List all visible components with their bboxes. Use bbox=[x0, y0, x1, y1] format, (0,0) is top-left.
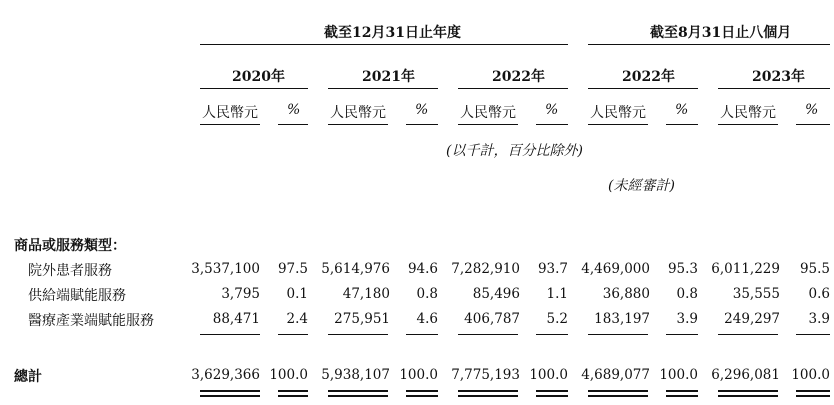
col-pct: % bbox=[287, 102, 301, 118]
row-label-total: 總計 bbox=[14, 369, 42, 385]
col-pct: % bbox=[675, 102, 689, 118]
total-double-line bbox=[200, 390, 260, 392]
table-cell: 3,795 bbox=[221, 286, 260, 302]
note-thousands: (以千計，百分比除外) bbox=[446, 143, 583, 159]
total-double-line bbox=[718, 390, 778, 392]
col-underline bbox=[796, 124, 830, 125]
total-double-line bbox=[458, 395, 518, 397]
total-double-line bbox=[718, 395, 778, 397]
total-double-line bbox=[406, 395, 438, 397]
table-cell: 5.2 bbox=[546, 311, 568, 327]
table-cell: 6,011,229 bbox=[711, 261, 780, 277]
total-cell: 4,689,077 bbox=[581, 367, 650, 383]
total-double-line bbox=[200, 395, 260, 397]
subtotal-line bbox=[406, 334, 438, 335]
total-double-line bbox=[328, 395, 388, 397]
year-underline bbox=[588, 88, 698, 89]
total-double-line bbox=[666, 395, 698, 397]
total-cell: 100.0 bbox=[529, 367, 568, 383]
total-cell: 3,629,366 bbox=[191, 367, 260, 383]
table-cell: 1.1 bbox=[546, 286, 568, 302]
subtotal-line bbox=[200, 334, 260, 335]
table-cell: 95.5 bbox=[799, 261, 830, 277]
subtotal-line bbox=[328, 334, 388, 335]
total-double-line bbox=[406, 390, 438, 392]
table-cell: 88,471 bbox=[212, 311, 260, 327]
col-pct: % bbox=[415, 102, 429, 118]
total-cell: 6,296,081 bbox=[711, 367, 780, 383]
year-header-2022-8m: 2022年 bbox=[622, 69, 675, 85]
total-double-line bbox=[536, 395, 568, 397]
subtotal-line bbox=[278, 334, 308, 335]
table-cell: 2.4 bbox=[286, 311, 308, 327]
table-cell: 0.1 bbox=[286, 286, 308, 302]
section-label: 商品或服務類型： bbox=[14, 238, 126, 254]
total-double-line bbox=[536, 390, 568, 392]
year-underline bbox=[200, 88, 308, 89]
total-double-line bbox=[588, 395, 648, 397]
subtotal-line bbox=[536, 334, 568, 335]
col-underline bbox=[536, 124, 568, 125]
year-underline bbox=[328, 88, 438, 89]
total-double-line bbox=[666, 390, 698, 392]
table-cell: 95.3 bbox=[667, 261, 698, 277]
year-header-2020: 2020年 bbox=[232, 69, 285, 85]
table-cell: 3.9 bbox=[808, 311, 830, 327]
col-underline bbox=[718, 124, 778, 125]
table-cell: 0.6 bbox=[808, 286, 830, 302]
total-cell: 100.0 bbox=[791, 367, 830, 383]
table-cell: 406,787 bbox=[464, 311, 520, 327]
col-pct: % bbox=[805, 102, 819, 118]
total-cell: 100.0 bbox=[659, 367, 698, 383]
table-cell: 0.8 bbox=[676, 286, 698, 302]
subtotal-line bbox=[718, 334, 778, 335]
year-underline bbox=[718, 88, 830, 89]
col-rmb: 人民幣元 bbox=[590, 105, 646, 121]
subtotal-line bbox=[666, 334, 698, 335]
table-cell: 7,282,910 bbox=[451, 261, 520, 277]
total-cell: 100.0 bbox=[399, 367, 438, 383]
row-label-industry: 醫療產業端賦能服務 bbox=[28, 313, 154, 329]
period-eight-months: 截至8月31日止八個月 bbox=[650, 25, 792, 41]
col-rmb: 人民幣元 bbox=[330, 105, 386, 121]
table-cell: 4.6 bbox=[416, 311, 438, 327]
subtotal-line bbox=[796, 334, 830, 335]
total-double-line bbox=[328, 390, 388, 392]
total-double-line bbox=[278, 395, 308, 397]
total-cell: 7,775,193 bbox=[451, 367, 520, 383]
period-year-ended: 截至12月31日止年度 bbox=[324, 25, 461, 41]
total-double-line bbox=[278, 390, 308, 392]
note-unaudited: (未經審計) bbox=[608, 178, 675, 194]
year-header-2022: 2022年 bbox=[492, 69, 545, 85]
col-underline bbox=[278, 124, 308, 125]
table-cell: 93.7 bbox=[537, 261, 568, 277]
col-underline bbox=[666, 124, 698, 125]
subtotal-line bbox=[458, 334, 518, 335]
table-cell: 183,197 bbox=[594, 311, 650, 327]
total-double-line bbox=[588, 390, 648, 392]
table-cell: 275,951 bbox=[334, 311, 390, 327]
table-cell: 3,537,100 bbox=[191, 261, 260, 277]
col-rmb: 人民幣元 bbox=[720, 105, 776, 121]
period-underline-months bbox=[588, 44, 830, 45]
table-cell: 47,180 bbox=[342, 286, 390, 302]
table-cell: 3.9 bbox=[676, 311, 698, 327]
table-cell: 0.8 bbox=[416, 286, 438, 302]
col-underline bbox=[458, 124, 518, 125]
table-cell: 97.5 bbox=[277, 261, 308, 277]
table-cell: 249,297 bbox=[724, 311, 780, 327]
col-rmb: 人民幣元 bbox=[202, 105, 258, 121]
table-cell: 5,614,976 bbox=[321, 261, 390, 277]
col-underline bbox=[406, 124, 438, 125]
col-pct: % bbox=[545, 102, 559, 118]
total-double-line bbox=[458, 390, 518, 392]
total-double-line bbox=[796, 390, 830, 392]
year-underline bbox=[458, 88, 568, 89]
row-label-supply: 供給端賦能服務 bbox=[28, 288, 126, 304]
table-cell: 85,496 bbox=[472, 286, 520, 302]
total-double-line bbox=[796, 395, 830, 397]
col-underline bbox=[200, 124, 260, 125]
table-cell: 35,555 bbox=[732, 286, 780, 302]
year-header-2021: 2021年 bbox=[362, 69, 415, 85]
year-header-2023-8m: 2023年 bbox=[752, 69, 805, 85]
total-cell: 5,938,107 bbox=[321, 367, 390, 383]
col-underline bbox=[328, 124, 388, 125]
col-underline bbox=[588, 124, 648, 125]
col-rmb: 人民幣元 bbox=[460, 105, 516, 121]
period-underline-year bbox=[200, 44, 568, 45]
table-cell: 94.6 bbox=[407, 261, 438, 277]
row-label-outpatient: 院外患者服務 bbox=[28, 263, 112, 279]
table-cell: 4,469,000 bbox=[581, 261, 650, 277]
table-cell: 36,880 bbox=[602, 286, 650, 302]
total-cell: 100.0 bbox=[269, 367, 308, 383]
subtotal-line bbox=[588, 334, 648, 335]
